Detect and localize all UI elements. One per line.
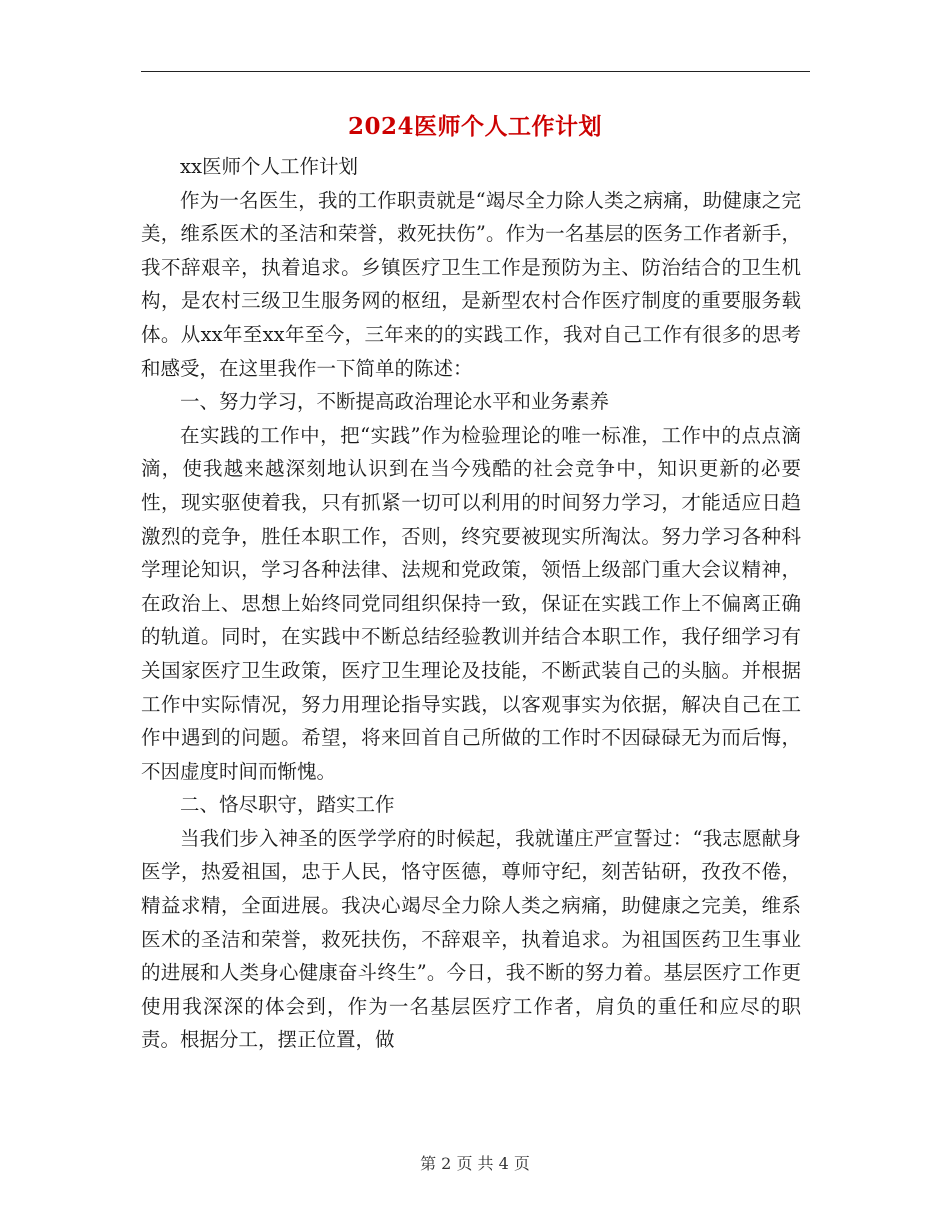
page-number: 第 2 页 共 4 页: [420, 1154, 530, 1173]
section-heading-1: 一、努力学习，不断提高政治理论水平和业务素养: [180, 390, 610, 414]
document-title: 2024医师个人工作计划: [347, 113, 602, 140]
section-1-paragraph: 在实践的工作中，把“实践”作为检验理论的唯一标准，工作中的点点滴滴，使我越来越深刻地认识到在当今残酷的社会竞争中，知识更新的必要性，现实驱使着我，只有抓紧一切可以利用的时间努力学习，才能适应日趋激烈的竞争，胜任本职工作，否则，终究要被现实所淘汰。努力学习各种科学理论知识，学习各种法律、法规和党政策，领悟上级部门重大会议精神，在政治上、思想上始终同党同组织保持一致，保证在实践工作上不偏离正确的轨道。同时，在实践中不断总结经验教训并结合本职工作，我仔细学习有关国家医疗卫生政策，医疗卫生理论及技能，不断武装自己的头脑。并根据工作中实际情况，努力用理论指导实践，以客观事实为依据，解决自己在工作中遇到的问题。希望，将来回首自己所做的工作时不因碌碌无为而后悔，不因虚度时间而惭愧。: [141, 423, 801, 783]
section-2-paragraph: 当我们步入神圣的医学学府的时候起，我就谨庄严宣誓过：“我志愿献身医学，热爱祖国，忠于人民，恪守医德，尊师守纪，刻苦钻研，孜孜不倦，精益求精，全面进展。我决心竭尽全力除人类之病痛，助健康之完美，维系医术的圣洁和荣誉，救死扶伤，不辞艰辛，执着追求。为祖国医药卫生事业的进展和人类身心健康奋斗终生”。今日，我不断的努力着。基层医疗工作更使用我深深的体会到，作为一名基层医疗工作者，肩负的重任和应尽的职责。根据分工，摆正位置，做: [141, 826, 801, 1052]
subtitle-paragraph: xx医师个人工作计划: [180, 155, 358, 178]
section-heading-2: 二、恪尽职守，踏实工作: [180, 793, 395, 817]
intro-paragraph: 作为一名医生，我的工作职责就是“竭尽全力除人类之病痛，助健康之完美，维系医术的圣洁和荣誉，救死扶伤”。作为一名基层的医务工作者新手，我不辞艰辛，执着追求。乡镇医疗卫生工作是预防为主、防治结合的卫生机构，是农村三级卫生服务网的枢纽，是新型农村合作医疗制度的重要服务载体。从xx年至xx年至今，三年来的的实践工作，我对自己工作有很多的思考和感受，在这里我作一下简单的陈述：: [141, 188, 801, 380]
document-body: [141, 150, 801, 1057]
page-footer: [0, 1152, 950, 1176]
header-rule: [141, 71, 810, 72]
